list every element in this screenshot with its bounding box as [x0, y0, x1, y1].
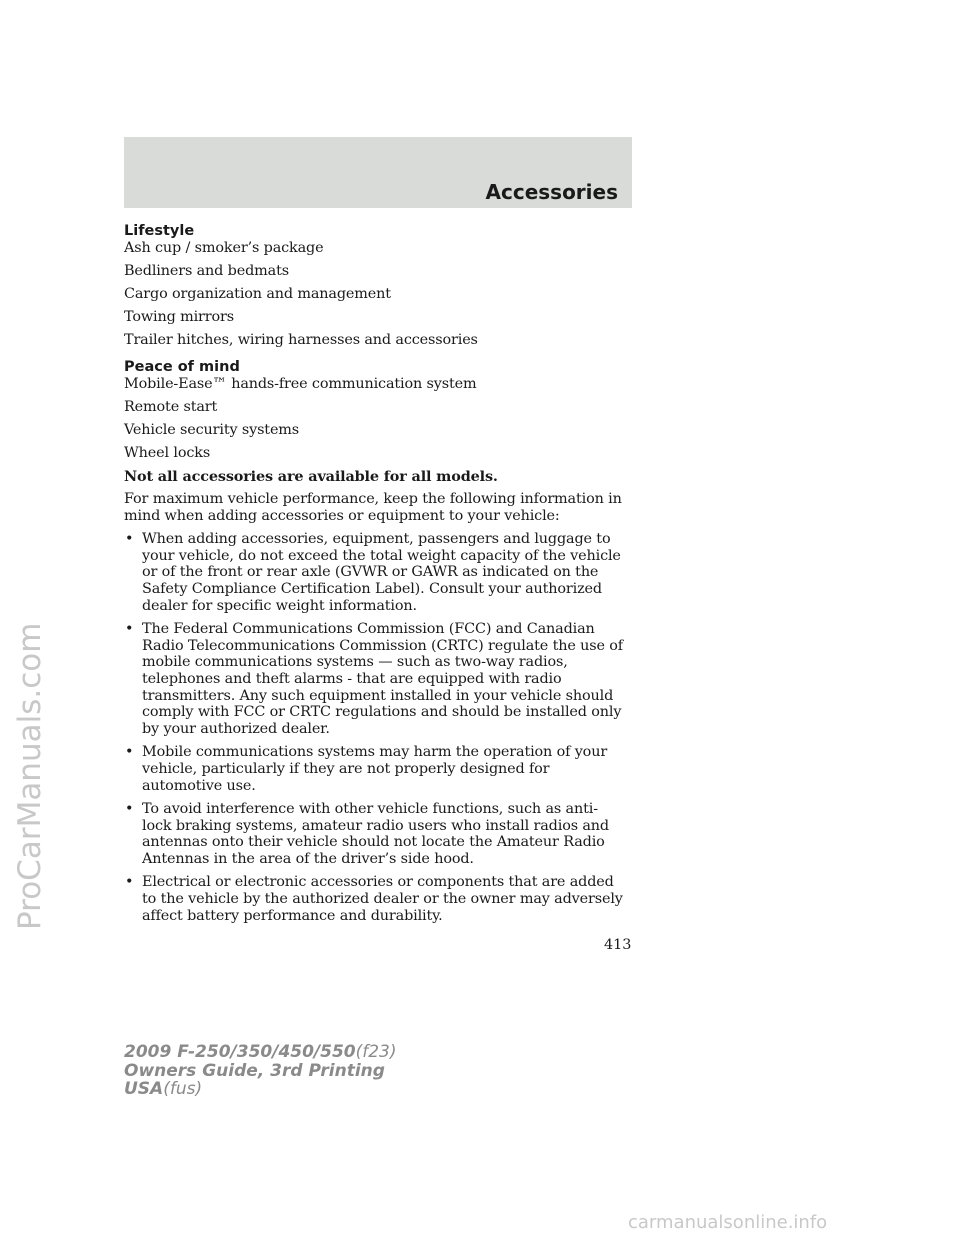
footer-model-line [124, 1043, 397, 1062]
bullet-text: The Federal Communications Commission (FCC) and Canadian Radio Telecommunications Commission (CRTC) regulate the use of mobile communications systems — such as two-way radios, telephones and theft alarms - that are equipped with radio transmitters. Any such equipment installed in your vehicle should comply with FCC or CRTC regulations and should be installed only by your authorized dealer. [142, 621, 623, 737]
bullet-icon: • [125, 874, 134, 891]
bullet-icon: • [125, 531, 134, 548]
peace-of-mind-section [124, 358, 624, 462]
list-item: Trailer hitches, wiring harnesses and accessories [124, 332, 478, 348]
list-item [124, 744, 624, 794]
lifestyle-heading: Lifestyle [124, 223, 195, 239]
list-item [124, 874, 624, 924]
availability-notice: Not all accessories are available for all models. [124, 468, 498, 485]
list-item: Bedliners and bedmats [124, 263, 289, 279]
list-item [124, 531, 624, 614]
footer-market-line [124, 1080, 397, 1099]
list-item: Wheel locks [124, 445, 211, 461]
list-item: Remote start [124, 399, 218, 415]
lifestyle-section [124, 222, 624, 349]
side-watermark: ProCarManuals.com [12, 622, 48, 930]
bullet-icon: • [125, 801, 134, 818]
list-item: Ash cup / smoker’s package [124, 240, 324, 256]
footer-market: USA [124, 1079, 164, 1099]
list-item [124, 621, 624, 737]
intro-paragraph: For maximum vehicle performance, keep the following information in mind when adding accessories or equipment to your vehicle: [124, 491, 622, 524]
list-item [124, 801, 624, 867]
bullet-icon: • [125, 744, 134, 761]
bullet-text: Electrical or electronic accessories or components that are added to the vehicle by the authorized dealer or the owner may adversely affect battery performance and durability. [142, 874, 623, 924]
document-footer [124, 1043, 397, 1099]
list-item: Vehicle security systems [124, 422, 300, 438]
bullet-text: Mobile communications systems may harm the operation of your vehicle, particularly if they are not properly designed for automotive use. [142, 744, 608, 794]
footer-market-code: (fus) [163, 1079, 203, 1099]
list-item: Mobile-Ease™ hands-free communication system [124, 376, 477, 392]
guidelines-list [124, 531, 624, 924]
footer-model: 2009 F-250/350/450/550 [124, 1042, 356, 1062]
footer-guide-line: Owners Guide, 3rd Printing [124, 1060, 385, 1081]
section-header-banner [124, 137, 632, 208]
bullet-text: To avoid interference with other vehicle functions, such as anti-lock braking systems, amateur radio users who install radios and antennas onto their vehicle should not locate the Amateur Radio Antennas in the area of the driver’s side hood. [142, 801, 609, 867]
bottom-watermark: carmanualsonline.info [628, 1212, 828, 1233]
list-item: Cargo organization and management [124, 286, 391, 302]
list-item: Towing mirrors [124, 309, 234, 325]
page-content [124, 222, 624, 931]
section-title: Accessories [485, 180, 618, 204]
bullet-icon: • [125, 621, 134, 638]
page-number: 413 [604, 937, 632, 953]
footer-model-code: (f23) [355, 1042, 397, 1062]
peace-of-mind-heading: Peace of mind [124, 359, 240, 375]
bullet-text: When adding accessories, equipment, passengers and luggage to your vehicle, do not exceed the total weight capacity of the vehicle or of the front or rear axle (GVWR or GAWR as indicated on the Safety Compliance Certification Label). Consult your authorized dealer for specific weight information. [142, 531, 621, 614]
